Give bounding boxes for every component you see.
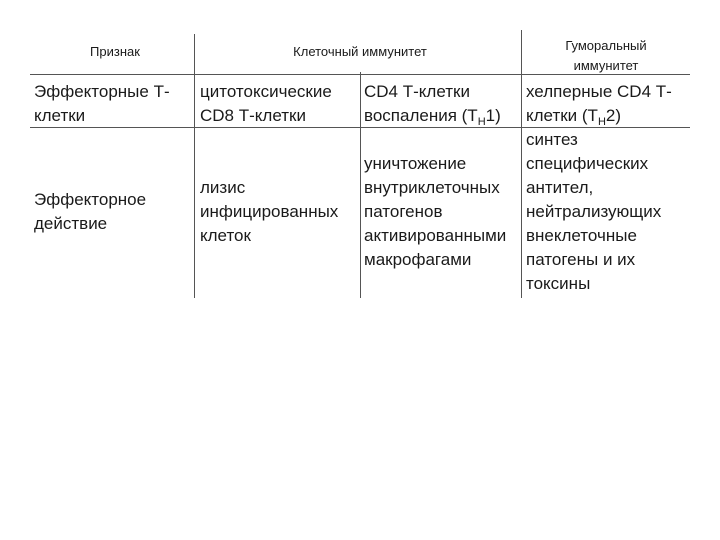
header-feature	[40, 42, 190, 62]
cell-destroy-line-3: патогенов	[364, 202, 443, 221]
header-humoral-line-2: иммунитет	[573, 58, 639, 73]
cell-synth-line-1: синтез	[526, 130, 578, 149]
cell-destroy-line-1: уничтожение	[364, 154, 467, 173]
cell-helper-text: клетки (Т	[526, 106, 598, 125]
row-label-effector-action-line-2: действие	[34, 214, 108, 233]
cell-lysis-infected-cells	[200, 176, 360, 248]
cell-synth-line-5: внеклеточные	[526, 226, 637, 245]
cell-destroy-line-5: макрофагами	[364, 250, 472, 269]
cell-cd4-inflammation	[364, 80, 522, 130]
cell-inflammation-subscript: Н	[477, 116, 486, 128]
cell-helper-line-2	[526, 104, 696, 130]
header-humoral-line-1: Гуморальный	[565, 38, 647, 53]
cell-synth-line-7: токсины	[526, 274, 591, 293]
header-feature-text: Признак	[90, 44, 140, 59]
cell-helper-subscript: Н	[597, 116, 606, 128]
row-label-effector-cells	[34, 80, 194, 128]
cell-synth-line-3: антител,	[526, 178, 594, 197]
column-divider-2	[360, 72, 361, 298]
row-label-effector-cells-line-2: клетки	[34, 106, 86, 125]
cell-destroy-line-2: внутриклеточных	[364, 178, 500, 197]
cell-lysis-line-2: инфицированных	[200, 202, 339, 221]
header-cellular-immunity	[200, 42, 520, 62]
cell-antibody-synthesis	[526, 128, 696, 296]
cell-inflammation-text: воспаления (Т	[364, 106, 478, 125]
cell-synth-line-6: патогены и их	[526, 250, 636, 269]
cell-lysis-line-1: лизис	[200, 178, 246, 197]
row-label-effector-action-line-1: Эффекторное	[34, 190, 147, 209]
cell-cytotoxic-cd8	[200, 80, 360, 128]
cell-cd4-helper	[526, 80, 696, 130]
row-label-effector-action	[34, 188, 194, 236]
header-humoral-immunity	[522, 36, 690, 76]
row-label-effector-cells-line-1: Эффекторные Т-	[34, 82, 170, 101]
cell-cytotoxic-line-1: цитотоксические	[200, 82, 332, 101]
cell-synth-line-2: специфических	[526, 154, 649, 173]
header-cellular-text: Клеточный иммунитет	[293, 44, 427, 59]
cell-helper-suffix: 2)	[605, 106, 622, 125]
cell-cytotoxic-line-2: CD8 Т-клетки	[200, 106, 306, 125]
cell-inflammation-suffix: 1)	[485, 106, 501, 125]
cell-destroy-line-4: активированными	[364, 226, 507, 245]
cell-destroy-intracellular-pathogens	[364, 152, 522, 272]
cell-inflammation-line-2	[364, 104, 522, 130]
cell-helper-line-1: хелперные CD4 Т-	[526, 82, 672, 101]
cell-lysis-line-3: клеток	[200, 226, 251, 245]
cell-inflammation-line-1: CD4 Т-клетки	[364, 82, 470, 101]
cell-synth-line-4: нейтрализующих	[526, 202, 662, 221]
